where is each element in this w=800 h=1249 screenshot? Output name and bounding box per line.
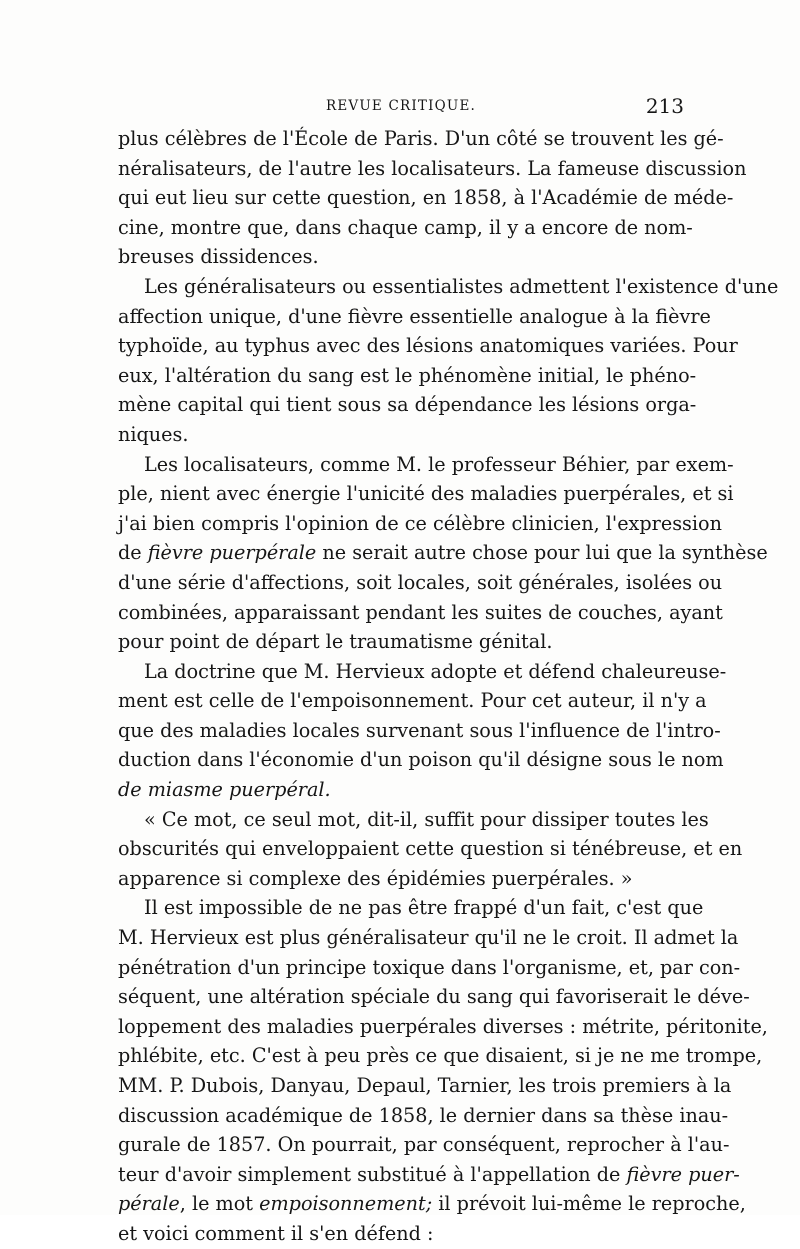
text-line: Il est impossible de ne pas être frappé d'un fait, c'est que bbox=[144, 896, 704, 920]
text-line: Les généralisateurs ou essentialistes admettent l'existence d'une bbox=[144, 274, 779, 298]
text-line: loppement des maladies puerpérales diverses : métrite, péritonite, bbox=[118, 1014, 768, 1038]
text-line: cine, montre que, dans chaque camp, il y a encore de nom- bbox=[118, 215, 693, 239]
italic-term: empoisonnement; bbox=[259, 1192, 433, 1216]
text-line: M. Hervieux est plus généralisateur qu'il ne le croit. Il admet la bbox=[118, 926, 739, 950]
text-line: phlébite, etc. C'est à peu près ce que disaient, si je ne me trompe, bbox=[118, 1044, 763, 1068]
italic-term: fièvre puer- bbox=[626, 1162, 740, 1186]
paragraph bbox=[118, 657, 727, 805]
text-line: séquent, une altération spéciale du sang qui favoriserait le déve- bbox=[118, 985, 750, 1009]
text-line: plus célèbres de l'École de Paris. D'un côté se trouvent les gé- bbox=[118, 127, 724, 150]
italic-term: fièvre puerpérale bbox=[147, 541, 317, 565]
quotation-paragraph bbox=[118, 805, 743, 894]
text-line: pour point de départ le traumatisme génital. bbox=[118, 630, 553, 654]
text-line: ment est celle de l'empoisonnement. Pour cet auteur, il n'y a bbox=[118, 689, 707, 713]
text-line: combinées, apparaissant pendant les suites de couches, ayant bbox=[118, 600, 723, 624]
text-line: mène capital qui tient sous sa dépendance les lésions orga- bbox=[118, 393, 697, 417]
paragraph bbox=[118, 450, 768, 657]
text-line: j'ai bien compris l'opinion de ce célèbre clinicien, l'expression bbox=[118, 511, 722, 535]
text-line: que des maladies locales survenant sous l'influence de l'intro- bbox=[118, 718, 721, 742]
text-line: et voici comment il s'en défend : bbox=[118, 1221, 434, 1245]
text-run: , le mot bbox=[179, 1192, 260, 1216]
text-line: ple, nient avec énergie l'unicité des maladies puerpérales, et si bbox=[118, 482, 734, 506]
text-line: apparence si complexe des épidémies puerpérales. » bbox=[118, 866, 633, 890]
text-run: il prévoit lui-même le reproche, bbox=[432, 1192, 746, 1216]
text-line: breuses dissidences. bbox=[118, 245, 319, 269]
text-line: eux, l'altération du sang est le phénomène initial, le phéno- bbox=[118, 363, 697, 387]
italic-term: de miasme puerpéral. bbox=[118, 778, 331, 802]
text-run: de bbox=[118, 541, 148, 565]
text-run: ne serait autre chose pour lui que la synthèse bbox=[316, 541, 768, 565]
text-run: teur d'avoir simplement substitué à l'appellation de bbox=[118, 1162, 627, 1186]
text-line bbox=[118, 775, 684, 805]
text-line: affection unique, d'une fièvre essentielle analogue à la fièvre bbox=[118, 304, 711, 328]
running-head bbox=[118, 94, 684, 118]
italic-term: pérale bbox=[118, 1192, 180, 1216]
running-title: REVUE CRITIQUE. bbox=[325, 98, 477, 114]
paragraph bbox=[118, 272, 779, 450]
text-line: Les localisateurs, comme M. le professeur Béhier, par exem- bbox=[144, 452, 734, 476]
text-line: discussion académique de 1858, le dernier dans sa thèse inau- bbox=[118, 1103, 729, 1127]
text-line: typhoïde, au typhus avec des lésions anatomiques variées. Pour bbox=[118, 334, 738, 358]
text-line: pénétration d'un principe toxique dans l'organisme, et, par con- bbox=[118, 955, 741, 979]
text-line bbox=[118, 1160, 740, 1190]
text-line: « Ce mot, ce seul mot, dit-il, suffit pour dissiper toutes les bbox=[144, 807, 709, 831]
text-line: gurale de 1857. On pourrait, par conséquent, reprocher à l'au- bbox=[118, 1133, 730, 1157]
text-line: obscurités qui enveloppaient cette question si ténébreuse, et en bbox=[118, 837, 743, 861]
paragraph bbox=[118, 124, 747, 272]
text-line: niques. bbox=[118, 422, 189, 446]
text-line bbox=[118, 538, 768, 568]
text-line: qui eut lieu sur cette question, en 1858, à l'Académie de méde- bbox=[118, 186, 734, 210]
paragraph bbox=[118, 893, 768, 1248]
text-line: d'une série d'affections, soit locales, soit générales, isolées ou bbox=[118, 570, 723, 594]
page-number: 213 bbox=[645, 94, 684, 118]
text-line: La doctrine que M. Hervieux adopte et défend chaleureuse- bbox=[144, 659, 727, 683]
text-line bbox=[118, 1189, 746, 1219]
text-line: néralisateurs, de l'autre les localisateurs. La fameuse discussion bbox=[118, 156, 747, 180]
body-text bbox=[118, 124, 779, 1249]
text-line: duction dans l'économie d'un poison qu'il désigne sous le nom bbox=[118, 748, 724, 772]
text-line: MM. P. Dubois, Danyau, Depaul, Tarnier, les trois premiers à la bbox=[118, 1074, 732, 1097]
